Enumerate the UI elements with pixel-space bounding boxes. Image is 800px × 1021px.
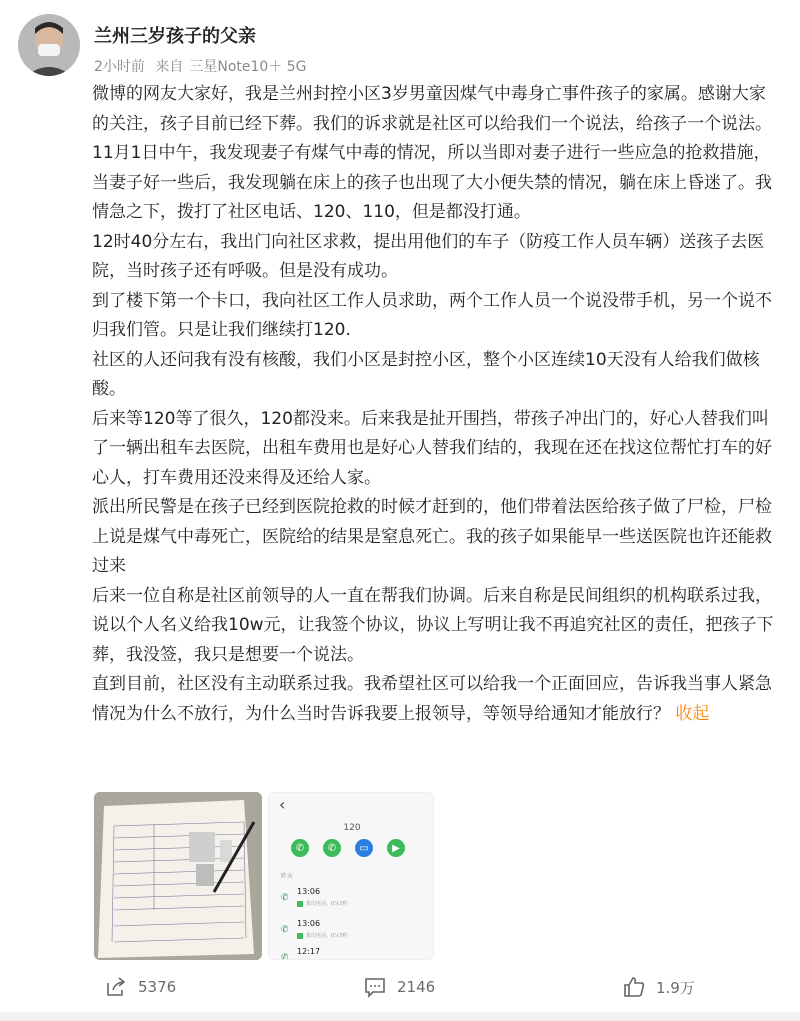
message-icon: ▭ <box>355 839 373 857</box>
post-meta <box>94 56 313 76</box>
like-button[interactable] <box>622 972 695 1002</box>
call-log-section-label: 昨天 <box>281 873 294 880</box>
paragraph: 到了楼下第一个卡口，我向社区工作人员求助，两个工作人员一个说没带手机，另一个说不归我们管。只是让我们继续打120. <box>92 290 772 340</box>
repost-button[interactable] <box>104 972 176 1002</box>
comment-count: 2146 <box>397 978 436 996</box>
phone-icon: ✆ <box>291 839 309 857</box>
thumbs-up-icon <box>622 975 646 999</box>
call-log-row <box>279 885 429 913</box>
outgoing-call-icon: ✆ <box>281 925 289 935</box>
form-photo <box>94 792 262 960</box>
call-log-number: 120 <box>343 823 361 833</box>
call-detail <box>297 900 347 907</box>
divider-bar <box>0 1012 800 1021</box>
like-count: 1.9万 <box>656 978 695 997</box>
call-detail <box>297 932 347 939</box>
share-icon <box>104 975 128 999</box>
image-thumbnail-call-log[interactable] <box>268 792 434 960</box>
source-prefix: 来自 <box>155 59 184 75</box>
post-time: 2小时前 <box>94 59 145 75</box>
author-name[interactable]: 兰州三岁孩子的父亲 <box>94 26 256 47</box>
call-log-row <box>279 917 429 945</box>
back-icon: ‹ <box>279 795 286 814</box>
call-time: 13:06 <box>297 887 321 896</box>
comment-button[interactable] <box>363 972 435 1002</box>
paragraph: 社区的人还问我有没有核酸，我们小区是封控小区，整个小区连续10天没有人给我们做核酸。 <box>92 349 760 399</box>
post-action-bar <box>0 972 800 1002</box>
avatar[interactable] <box>18 14 80 76</box>
outgoing-call-icon: ✆ <box>281 953 289 960</box>
paragraph: 微博的网友大家好，我是兰州封控小区3岁男童因煤气中毒身亡事件孩子的家属。感谢大家的关注，孩子目前已经下葬。我们的诉求就是社区可以给我们一个说法，给孩子一个说法。 <box>92 84 772 134</box>
paragraph: 12时40分左右，我出门向社区求救，提出用他们的车子（防疫工作人员车辆）送孩子去医院，当时孩子还有呼吸。但是没有成功。 <box>92 231 765 281</box>
repost-count: 5376 <box>138 978 177 996</box>
paragraph-last <box>92 670 782 729</box>
call-log-row <box>279 945 429 960</box>
video-call-icon: ▶ <box>387 839 405 857</box>
call-action-buttons <box>291 839 405 857</box>
phone-hd-icon: ✆ <box>323 839 341 857</box>
paragraph: 后来等120等了很久，120都没来。后来我是扯开围挡，带孩子冲出门的，好心人替我们叫了一辆出租车去医院，出租车费用也是好心人替我们结的，我现在还在找这位帮忙打车的好心人，打车费用还没来得及还给人家。 <box>92 408 772 488</box>
paragraph: 11月1日中午，我发现妻子有煤气中毒的情况，所以当即对妻子进行一些应急的抢救措施，当妻子好一些后，我发现躺在床上的孩子也出现了大小便失禁的情况，躺在床上昏迷了。我情急之下，拨打了社区电话、120、110，但是都没打通。 <box>92 143 772 222</box>
paragraph: 后来一位自称是社区前领导的人一直在帮我们协调。后来自称是民间组织的机构联系过我，说以个人名义给我10w元，让我签个协议，协议上写明让我不再追究社区的责任，把孩子下葬，我没签，我只是想要一个说法。 <box>92 585 774 665</box>
sim-badge-icon <box>297 901 303 907</box>
avatar-photo <box>18 14 80 76</box>
call-time: 13:06 <box>297 919 321 928</box>
call-detail-text: 拨出电话，0分3秒 <box>306 933 348 939</box>
comment-icon <box>363 975 387 999</box>
paragraph: 派出所民警是在孩子已经到医院抢救的时候才赶到的，他们带着法医给孩子做了尸检，尸检上说是煤气中毒死亡，医院给的结果是窒息死亡。我的孩子如果能早一些送医院也许还能救过来 <box>92 497 772 576</box>
image-thumbnail-form[interactable] <box>94 792 262 960</box>
call-time: 12:17 <box>297 947 321 956</box>
outgoing-call-icon: ✆ <box>281 893 289 903</box>
call-detail-text: 拨出电话，0分2秒 <box>306 901 348 907</box>
collapse-link[interactable]: 收起 <box>675 703 710 724</box>
sim-badge-icon <box>297 933 303 939</box>
post-content <box>92 80 782 729</box>
source-device[interactable]: 三星Note10＋ 5G <box>189 59 307 75</box>
paragraph-text: 直到目前，社区没有主动联系过我。我希望社区可以给我一个正面回应，告诉我当事人紧急情况为什么不放行，为什么当时告诉我要上报领导，等领导给通知才能放行？ <box>92 674 772 724</box>
